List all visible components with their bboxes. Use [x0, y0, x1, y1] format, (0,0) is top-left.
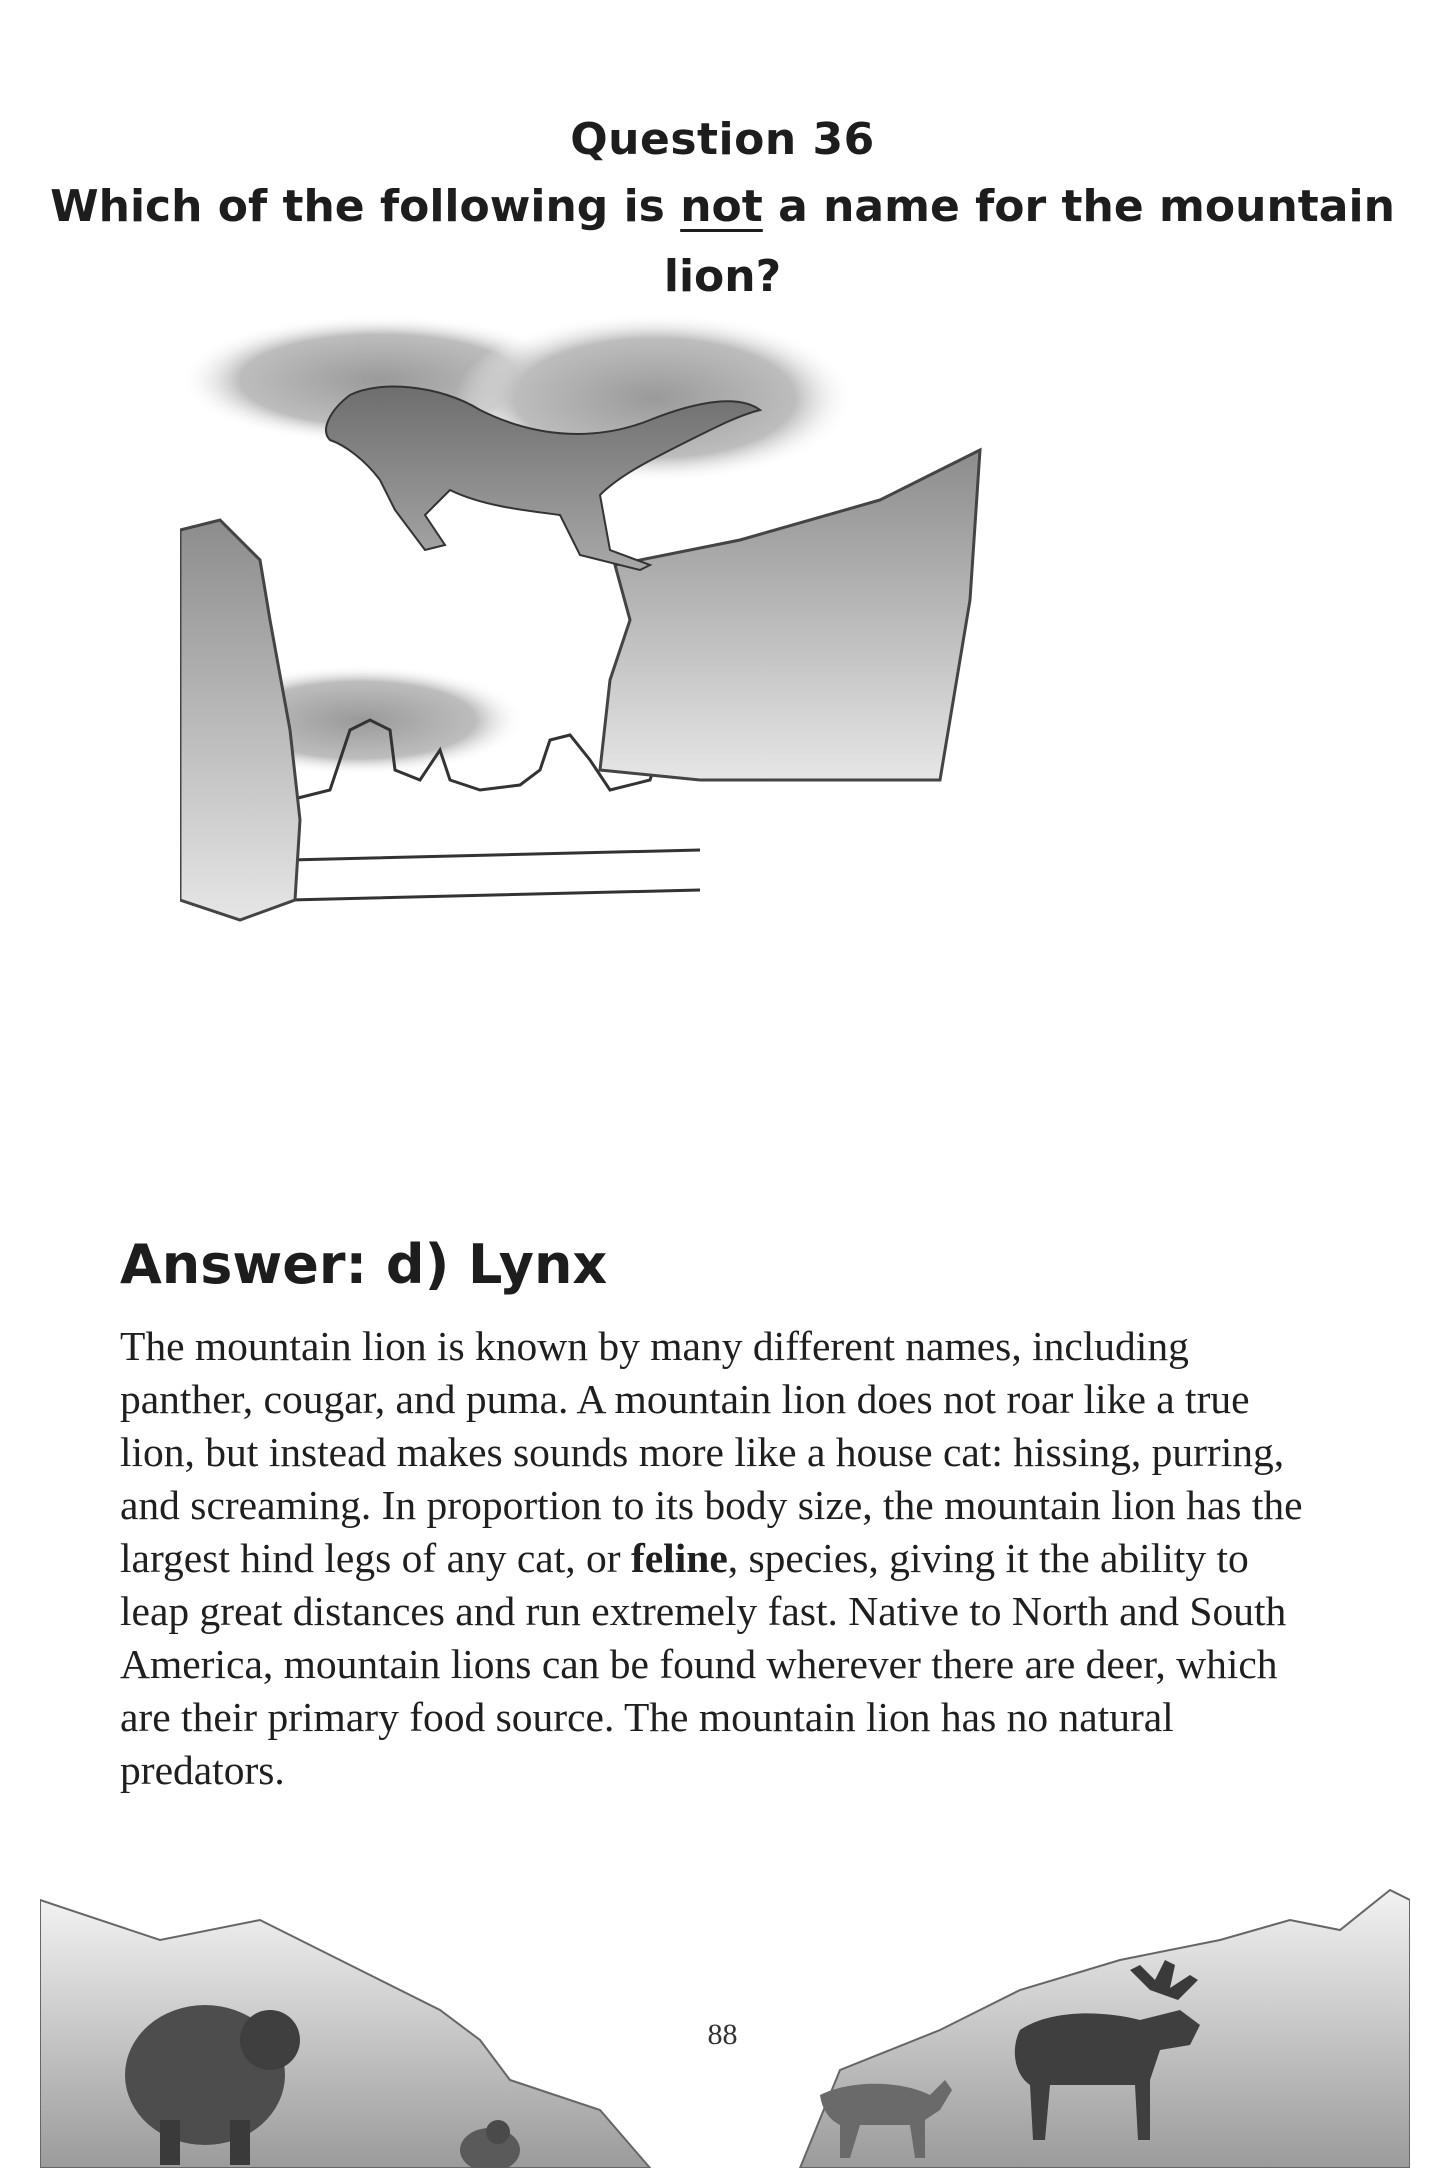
answer-paragraph [120, 1320, 1320, 1797]
page-number: 88 [707, 2018, 738, 2051]
question-heading [0, 110, 1445, 312]
mountain-lion-illustration [180, 300, 1240, 1200]
question-text-underlined: not [680, 181, 763, 232]
answer-text-part2: , species, giving it the ability to leap great distances and run extremely fast. Native to North and South America, mountain lions can be found wherever there are deer, which are their primary food source. The mountain lion has no natural predators. [120, 1535, 1287, 1793]
answer-title: Answer: d) Lynx [120, 1233, 608, 1296]
question-text [0, 172, 1445, 312]
question-number: Question 36 [570, 114, 875, 165]
bold-term-feline: feline [630, 1535, 728, 1581]
question-text-before: Which of the following is [50, 181, 681, 232]
right-cliff [600, 450, 980, 780]
left-cliff [180, 520, 300, 920]
answer-text-part1: The mountain lion is known by many different names, including panther, cougar, and puma. A mountain lion does not roar like a true lion, but instead makes sounds more like a house cat: hissing, purring, and screaming. In proportion to its body size, the mountain lion has the largest hind legs of any cat, or [120, 1323, 1303, 1581]
question-text-after: a name for the mountain lion? [663, 181, 1395, 302]
